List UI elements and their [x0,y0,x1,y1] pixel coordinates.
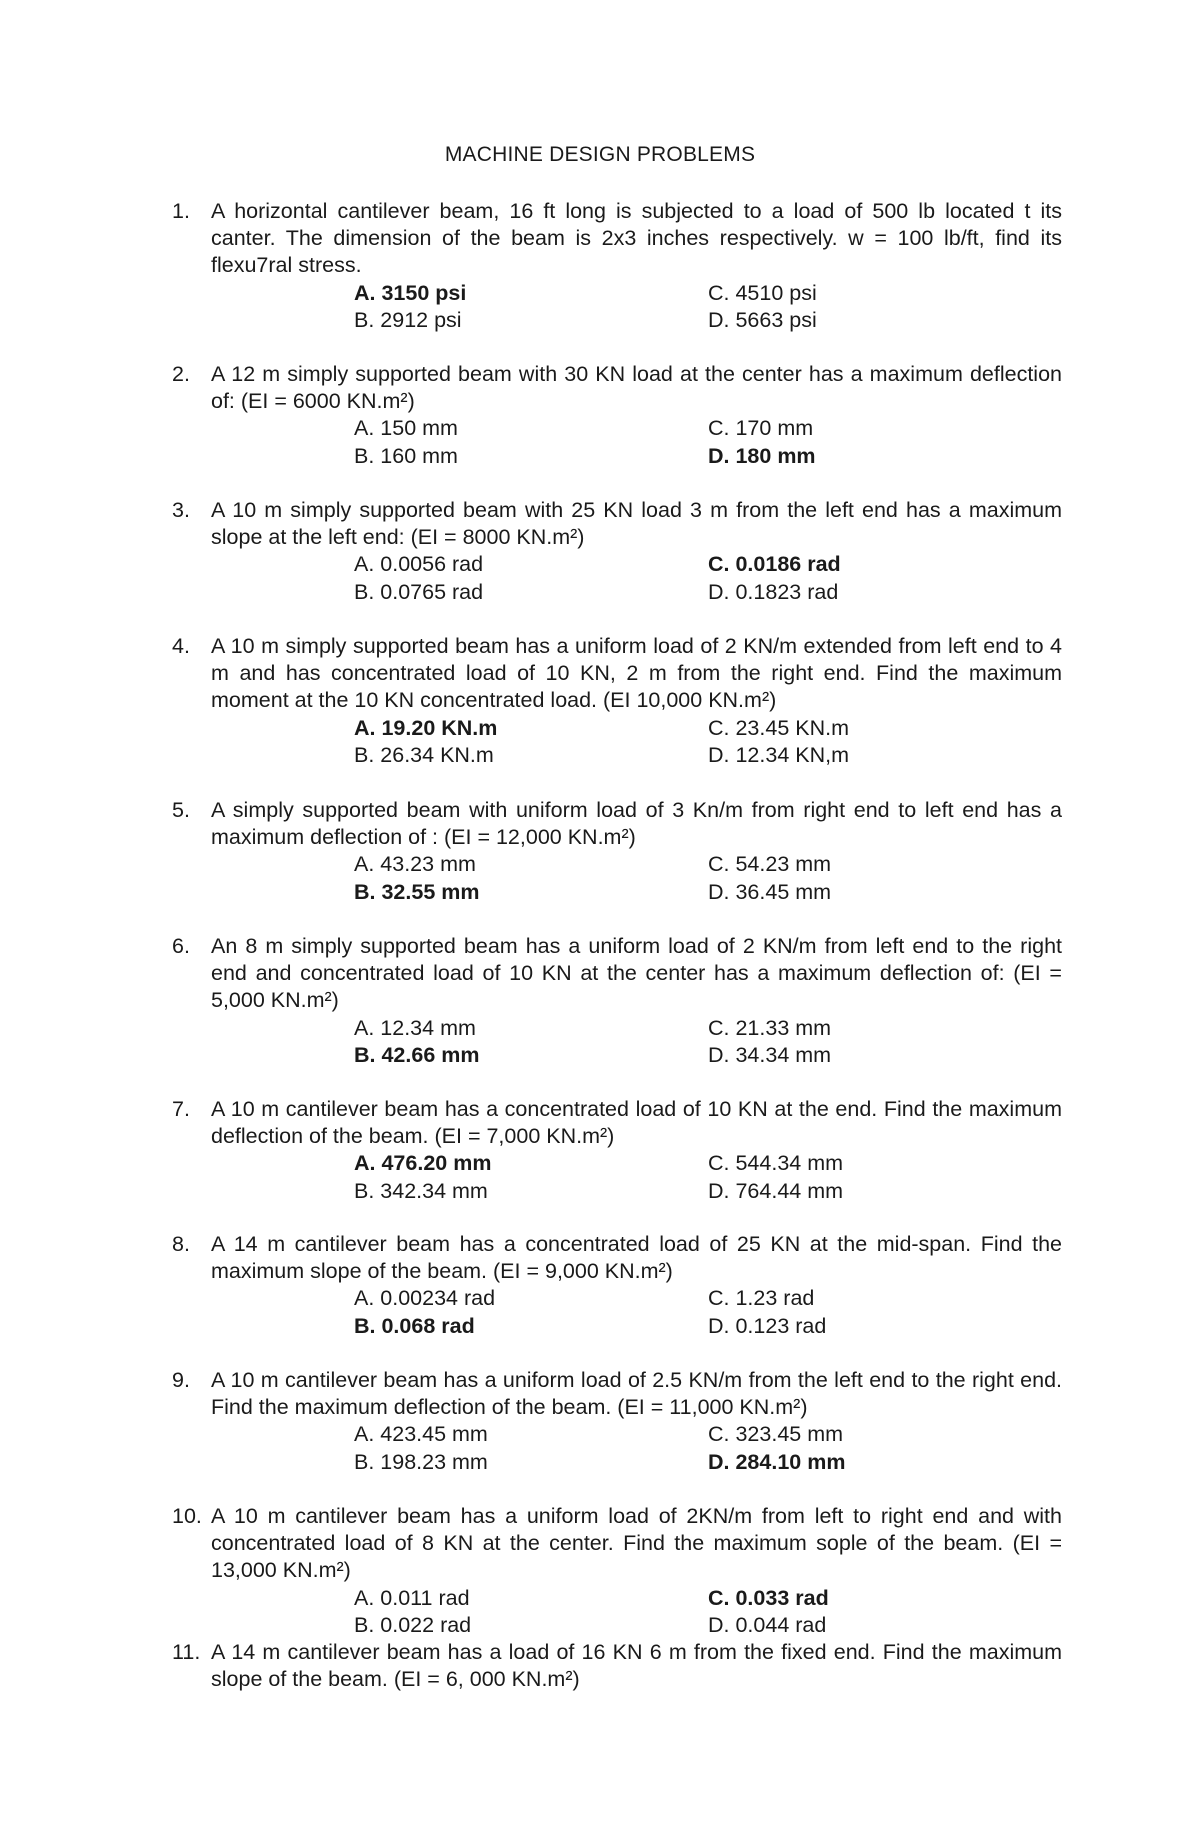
choice-a: A. 12.34 mm [354,1015,476,1040]
problem-statement: A 10 m cantilever beam has a concentrated load of 10 KN at the end. Find the maximum deflection of the beam. (EI = 7,000 KN.m²) [211,1097,1062,1149]
choice-b: B. 0.068 rad [354,1313,475,1338]
choice-a: A. 3150 psi [354,280,467,305]
choice-c: C. 0.033 rad [708,1585,829,1610]
problem-number: 10. [172,1504,202,1528]
answer-choices [172,551,1062,605]
problem-statement: A 10 m simply supported beam has a uniform load of 2 KN/m extended from left end to 4 m and has concentrated load of 10 KN, 2 m from the right end. Find the maximum moment at the 10 KN concentrated load. (EI 10,000 KN.m²) [211,634,1062,713]
choice-d: D. 284.10 mm [708,1449,846,1474]
problem-number: 2. [172,362,190,386]
problem-number: 7. [172,1097,190,1121]
choice-c: C. 23.45 KN.m [708,715,849,740]
answer-choices [172,1421,1062,1475]
problem-statement: A 10 m cantilever beam has a uniform load of 2KN/m from left to right end and with concentrated load of 8 KN at the center. Find the maximum sople of the beam. (EI = 13,000 KN.m²) [211,1504,1062,1583]
problem-8 [172,1231,1062,1340]
problem-number: 6. [172,934,190,958]
problem-6 [172,933,1062,1069]
problem-statement: A 14 m cantilever beam has a load of 16 KN 6 m from the fixed end. Find the maximum slope of the beam. (EI = 6, 000 KN.m²) [211,1640,1062,1692]
choice-c: C. 1.23 rad [708,1286,815,1311]
choice-b: B. 32.55 mm [354,879,480,904]
choice-c: C. 21.33 mm [708,1015,832,1040]
choice-d: D. 0.044 rad [708,1612,827,1637]
problem-9 [172,1367,1062,1476]
choice-c: C. 4510 psi [708,280,817,305]
choice-b: B. 26.34 KN.m [354,742,494,767]
answer-choices [172,715,1062,769]
problem-number: 5. [172,798,190,822]
problem-4 [172,633,1062,769]
problem-5 [172,797,1062,906]
choice-b: B. 342.34 mm [354,1178,488,1203]
problem-number: 9. [172,1368,190,1392]
choice-a: A. 150 mm [354,416,458,441]
choice-b: B. 2912 psi [354,307,462,332]
problem-number: 11. [172,1640,201,1664]
choice-c: C. 323.45 mm [708,1422,844,1447]
choice-a: A. 0.011 rad [354,1585,470,1610]
problem-3 [172,497,1062,606]
choice-d: D. 0.123 rad [708,1313,827,1338]
choice-d: D. 180 mm [708,443,816,468]
choice-d: D. 36.45 mm [708,879,832,904]
problem-statement: An 8 m simply supported beam has a uniform load of 2 KN/m from left end to the right end and concentrated load of 10 KN at the center has a maximum deflection of: (EI = 5,000 KN.m²) [211,934,1062,1013]
problem-7 [172,1096,1062,1205]
choice-c: C. 544.34 mm [708,1151,844,1176]
problem-10 [172,1503,1062,1639]
problem-2 [172,361,1062,470]
choice-a: A. 43.23 mm [354,852,476,877]
choice-d: D. 12.34 KN,m [708,742,849,767]
choice-d: D. 34.34 mm [708,1042,832,1067]
problem-number: 8. [172,1232,190,1256]
choice-b: B. 198.23 mm [354,1449,488,1474]
choice-c: C. 54.23 mm [708,852,832,877]
problem-statement: A 14 m cantilever beam has a concentrated load of 25 KN at the mid-span. Find the maximum slope of the beam. (EI = 9,000 KN.m²) [211,1232,1062,1284]
page-title: MACHINE DESIGN PROBLEMS [444,143,756,166]
choice-b: B. 42.66 mm [354,1042,480,1067]
choice-d: D. 5663 psi [708,307,817,332]
problem-statement: A 10 m simply supported beam with 25 KN load 3 m from the left end has a maximum slope at the left end: (EI = 8000 KN.m²) [211,498,1062,550]
answer-choices [172,415,1062,469]
choice-a: A. 423.45 mm [354,1422,488,1447]
answer-choices [172,1285,1062,1339]
choice-d: D. 0.1823 rad [708,579,839,604]
choice-c: C. 170 mm [708,416,814,441]
answer-choices [172,1015,1062,1069]
problem-number: 3. [172,498,190,522]
choice-d: D. 764.44 mm [708,1178,844,1203]
problem-11 [172,1639,1062,1693]
answer-choices [172,851,1062,905]
problem-number: 1. [172,199,190,223]
choice-a: A. 0.0056 rad [354,552,484,577]
problem-1 [172,198,1062,334]
problem-statement: A horizontal cantilever beam, 16 ft long is subjected to a load of 500 lb located t its canter. The dimension of the beam is 2x3 inches respectively. w = 100 lb/ft, find its flexu7ral stress. [211,199,1062,278]
answer-choices [172,1150,1062,1204]
choice-b: B. 0.022 rad [354,1612,472,1637]
choice-b: B. 0.0765 rad [354,579,484,604]
answer-choices [172,1585,1062,1639]
problem-statement: A 12 m simply supported beam with 30 KN load at the center has a maximum deflection of: (EI = 6000 KN.m²) [211,362,1062,414]
problem-number: 4. [172,634,190,658]
problem-statement: A 10 m cantilever beam has a uniform load of 2.5 KN/m from the left end to the right end. Find the maximum deflection of the beam. (EI = 11,000 KN.m²) [211,1368,1062,1420]
problem-statement: A simply supported beam with uniform load of 3 Kn/m from right end to left end has a maximum deflection of : (EI = 12,000 KN.m²) [211,798,1062,850]
answer-choices [172,280,1062,334]
choice-c: C. 0.0186 rad [708,552,841,577]
choice-a: A. 19.20 KN.m [354,715,498,740]
choice-a: A. 476.20 mm [354,1151,492,1176]
choice-a: A. 0.00234 rad [354,1286,496,1311]
choice-b: B. 160 mm [354,443,458,468]
